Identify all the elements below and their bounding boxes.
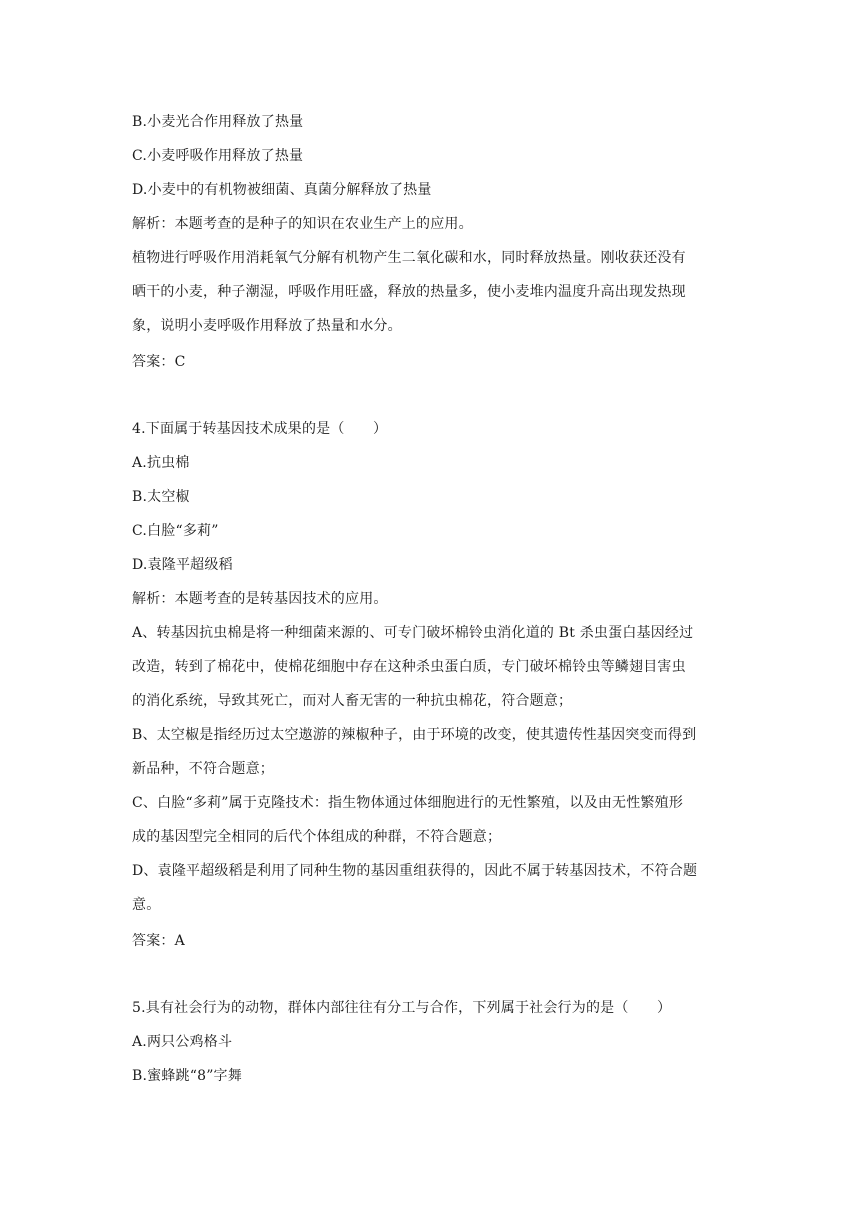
q4-analysis-line: C、白脸“多莉”属于克隆技术：指生物体通过体细胞进行的无性繁殖，以及由无性繁殖形	[132, 795, 684, 811]
q5-stem: 5.具有社会行为的动物，群体内部往往有分工与合作，下列属于社会行为的是（ ）	[132, 1000, 672, 1016]
q4-option-c: C.白脸“多莉”	[132, 523, 219, 539]
q4-option-a: A.抗虫棉	[132, 455, 190, 471]
q4-analysis-line: 意。	[132, 897, 161, 913]
q3-analysis-line: 象，说明小麦呼吸作用释放了热量和水分。	[132, 318, 402, 334]
q4-analysis-line: D、袁隆平超级稻是利用了同种生物的基因重组获得的，因此不属于转基因技术，不符合题	[132, 863, 698, 879]
q3-option-d: D.小麦中的有机物被细菌、真菌分解释放了热量	[132, 182, 432, 198]
q3-option-b: B.小麦光合作用释放了热量	[132, 114, 304, 130]
q3-analysis-line: 晒干的小麦，种子潮湿，呼吸作用旺盛，释放的热量多，使小麦堆内温度升高出现发热现	[132, 284, 686, 300]
q4-analysis-intro: 解析：本题考查的是转基因技术的应用。	[132, 591, 388, 607]
q4-analysis-line: 的消化系统，导致其死亡，而对人畜无害的一种抗虫棉花，符合题意；	[132, 693, 573, 709]
q4-answer: 答案：A	[132, 933, 185, 949]
q4-analysis-line: 成的基因型完全相同的后代个体组成的种群，不符合题意；	[132, 829, 502, 845]
q4-analysis-line: B、太空椒是指经历过太空遨游的辣椒种子，由于环境的改变，使其遗传性基因突变而得到	[132, 727, 697, 743]
q4-analysis-line: 新品种，不符合题意；	[132, 761, 274, 777]
q3-analysis-line: 植物进行呼吸作用消耗氧气分解有机物产生二氧化碳和水，同时释放热量。刚收获还没有	[132, 250, 686, 266]
q4-analysis-line: A、转基因抗虫棉是将一种细菌来源的、可专门破坏棉铃虫消化道的 Bt 杀虫蛋白基因经过	[132, 625, 694, 641]
q4-stem: 4.下面属于转基因技术成果的是（ ）	[132, 421, 388, 437]
q3-option-c: C.小麦呼吸作用释放了热量	[132, 148, 304, 164]
q5-option-b: B.蜜蜂跳“8”字舞	[132, 1068, 242, 1084]
q4-analysis-line: 改造，转到了棉花中，使棉花细胞中存在这种杀虫蛋白质，专门破坏棉铃虫等鳞翅目害虫	[132, 659, 686, 675]
q5-option-a: A.两只公鸡格斗	[132, 1034, 233, 1050]
q3-answer: 答案：C	[132, 354, 186, 370]
q4-option-b: B.太空椒	[132, 489, 190, 505]
q3-analysis-intro: 解析：本题考查的是种子的知识在农业生产上的应用。	[132, 216, 473, 232]
q4-option-d: D.袁隆平超级稻	[132, 557, 233, 573]
